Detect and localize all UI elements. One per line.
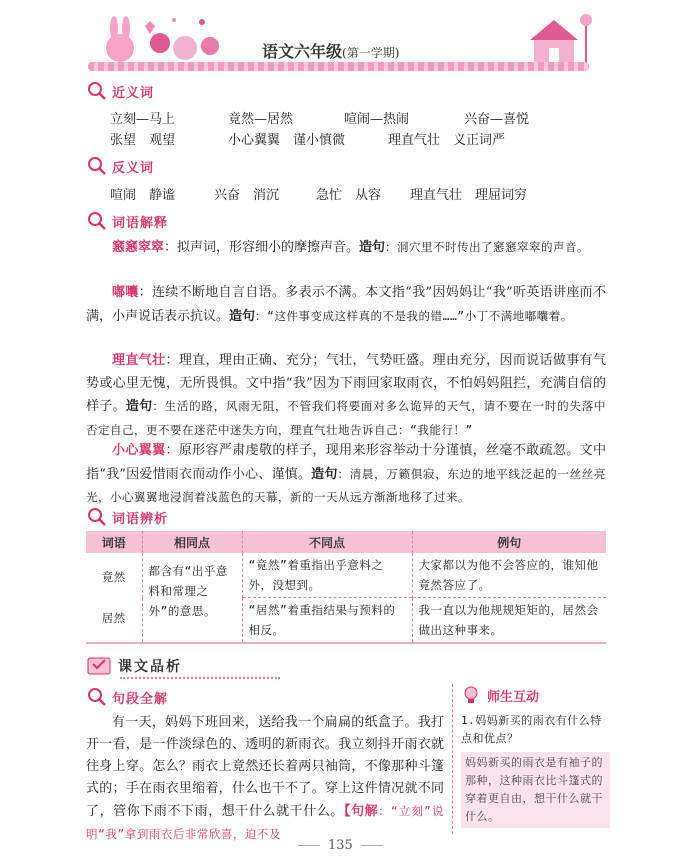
table-cell-diff: “竟然”着重指出乎意料之外，没想到。 <box>242 553 412 598</box>
synonym-pair: 理直气壮 义正词严 <box>388 133 506 148</box>
antonym-pair: 急忙 从容 <box>316 188 382 203</box>
antonym-pair: 兴奋 消沉 <box>214 188 280 203</box>
header-band <box>88 62 589 71</box>
section-jujie-title: 句段全解 <box>112 691 169 707</box>
section-antonyms-header <box>86 155 154 177</box>
table-cell-word: 居然 <box>101 610 126 625</box>
sidebar-header <box>461 684 610 706</box>
magnifier-icon <box>86 210 108 232</box>
term-definition: ：原形容严肃虔敬的样子，现用来形容举动十分谨慎，丝毫不敢疏忽。文中指“我”因爱惜雨衣而动作小心、谨慎。 <box>86 443 606 482</box>
example-sentence: ：清晨，万籁俱寂，东边的地平线泛起的一丝丝亮光，小心翼翼地浸润着浅蓝色的天幕，新的一天从远方渐渐地移了过来。 <box>86 466 606 504</box>
sidebar-interaction <box>452 684 610 834</box>
magnifier-icon <box>86 506 108 528</box>
section-jujie-header <box>86 686 168 708</box>
term-definition: ：连续不断地自言自语。多表示不满。本文指“我”因妈妈让“我”听英语讲座而不满，小声说话表示抗议。 <box>86 285 606 324</box>
example-sentence: ：洞穴里不时传出了窸窸窣窣的声音。 <box>385 240 590 254</box>
antonym-pair: 喧闹 静谧 <box>110 188 176 203</box>
book-title-sub: (第一学期) <box>342 46 400 60</box>
sidebar-question: 1.妈妈新买的雨衣有什么特点和优点？ <box>461 714 602 745</box>
lightbulb-icon <box>461 685 481 705</box>
table-header-cell: 词语 <box>86 531 142 553</box>
note-text: ：“立刻”说明“我”拿到雨衣后非常欣喜，迫不及 <box>86 804 444 841</box>
synonym-pair: 立刻—马上 <box>110 112 176 127</box>
open-book-icon <box>86 654 112 678</box>
passage-text: 有一天，妈妈下班回来，送给我一个扁扁的纸盒子。我打开一看，是一件淡绿色的、透明的新雨衣。我立刻抖开雨衣就往身上穿。怎么？雨衣上竟然还长着两只袖筒，不像那种斗篷式的；手在雨衣里缩着，什么也干不了。穿上这件情况就不同了，管你下雨不下雨，想干什么就干什么。 <box>86 715 444 819</box>
synonym-pair: 小心翼翼 谨小慎微 <box>228 133 346 148</box>
sidebar-title: 师生互动 <box>487 689 540 705</box>
example-label: 造句 <box>229 308 256 324</box>
table-row <box>86 553 606 598</box>
page-number: 135 <box>290 838 391 853</box>
synonym-pair: 喧闹—热闹 <box>344 112 410 127</box>
section-analysis-title: 词语辨析 <box>112 511 169 527</box>
section-synonyms-header <box>86 80 154 102</box>
section-analysis-header <box>86 506 168 528</box>
explanation-item <box>86 236 606 260</box>
table-bottom-rule <box>86 642 606 644</box>
word-analysis-table <box>86 531 606 642</box>
decorative-bunny-hearts-illustration <box>90 8 240 68</box>
table-header-cell: 例句 <box>412 531 606 553</box>
term-definition: ：理直，理由正确、充分；气壮，气势旺盛。理由充分，因而说话做事有气势或心里无愧，无所畏惧。文中指“我”因为下雨回家取雨衣，不怕妈妈阻拦，充满自信的样子。 <box>86 353 606 414</box>
table-cell-diff: “居然”着重指结果与预料的相反。 <box>242 598 412 643</box>
magnifier-icon <box>86 686 108 708</box>
table-cell-example: 大家都以为他不会答应的，谁知他竟然答应了。 <box>412 553 606 598</box>
example-sentence: ：生活的路，风雨无阻，不管我们将要面对多么诡异的天气，请不要在一时的失落中否定自己，更不要在迷茫中迷失方向，理直气壮地告诉自己：“我能行！” <box>86 399 606 437</box>
term-word: 窸窸窣窣 <box>112 240 165 255</box>
synonym-pair: 张望 观望 <box>110 133 176 148</box>
magnifier-icon <box>86 80 108 102</box>
section-antonyms-title: 反义词 <box>112 160 155 176</box>
table-cell-same: 都含有“出乎意料和常理之外”的意思。 <box>142 553 242 642</box>
book-title-main: 语文六年级 <box>262 42 343 61</box>
synonym-pair: 竟然—居然 <box>228 112 294 127</box>
antonym-pair: 理直气壮 理屈词穷 <box>410 188 528 203</box>
synonym-pair: 兴奋—喜悦 <box>464 112 530 127</box>
example-sentence: ：“这件事变成这样真的不是我的错……”小丁不满地嘟囔着。 <box>255 308 573 323</box>
note-label: 【句解 <box>344 804 379 819</box>
jujie-passage <box>86 712 444 846</box>
example-label: 造句 <box>125 399 153 414</box>
sidebar-answer: 妈妈新买的雨衣是有袖子的那种，这种雨衣比斗篷式的穿着更自由，想干什么就干什么。 <box>461 752 610 828</box>
term-word: 小心翼翼 <box>112 443 166 458</box>
section-explanation-header <box>86 210 168 232</box>
explanation-item <box>86 350 606 442</box>
decorative-house-illustration <box>514 10 602 70</box>
section-explanation-title: 词语解释 <box>112 215 169 231</box>
example-label: 造句 <box>359 240 386 255</box>
table-cell-example: 我一直以为他规规矩矩的，居然会做出这种事来。 <box>412 598 606 643</box>
table-header-cell: 不同点 <box>242 531 412 553</box>
term-definition: ：拟声词，形容细小的摩擦声音。 <box>164 240 360 255</box>
section-kewen-title: 课文品析 <box>118 659 182 675</box>
table-header-cell: 相同点 <box>142 531 242 553</box>
section-synonyms-title: 近义词 <box>112 85 155 101</box>
magnifier-icon <box>86 155 108 177</box>
term-word: 理直气壮 <box>112 353 166 368</box>
table-cell-word: 竟然 <box>101 570 126 584</box>
explanation-item <box>86 440 606 510</box>
book-title <box>262 39 399 62</box>
section-kewen-banner <box>86 652 182 680</box>
page-header <box>0 0 689 78</box>
term-word: 嘟囔 <box>112 285 139 300</box>
example-label: 造句 <box>311 466 338 482</box>
table-header-row <box>86 531 606 553</box>
explanation-item <box>86 282 606 328</box>
